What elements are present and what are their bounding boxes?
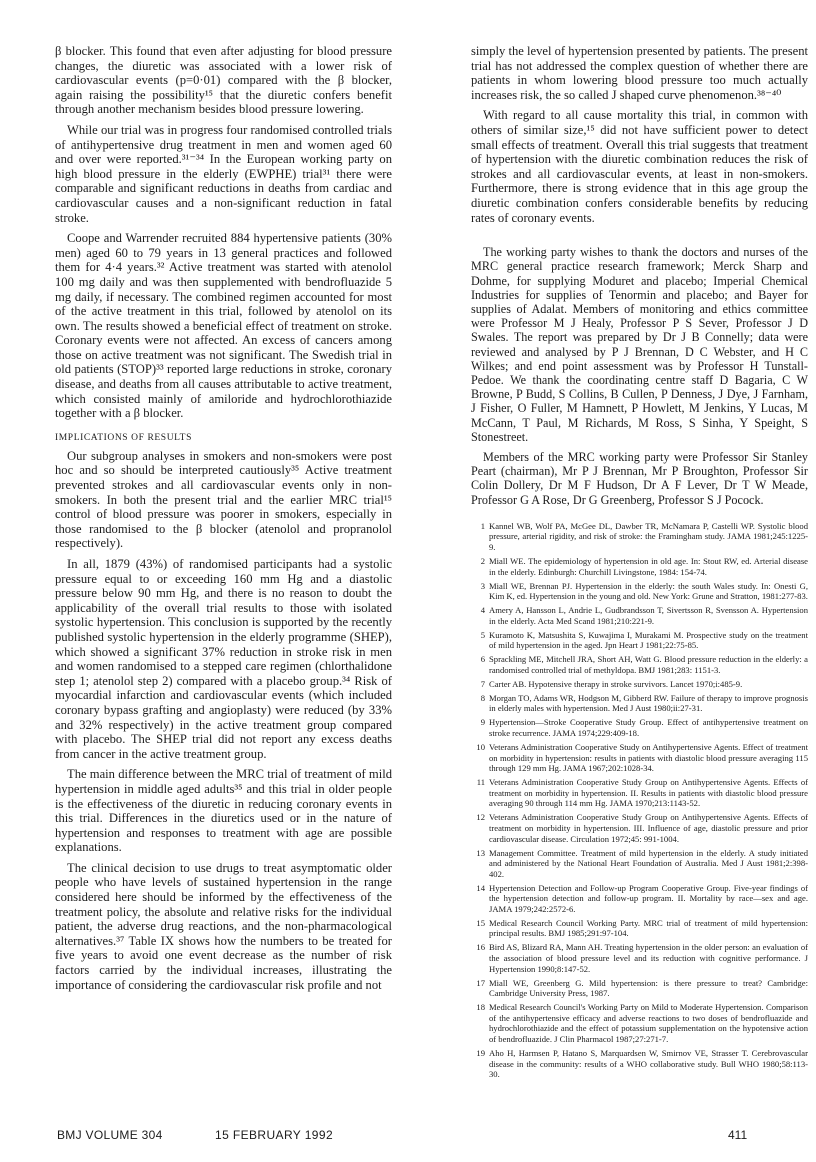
reference-item xyxy=(471,630,808,651)
section-heading: IMPLICATIONS OF RESULTS xyxy=(55,432,192,443)
reference-number: 16 xyxy=(476,942,485,953)
paragraph: Our subgroup analyses in smokers and non-smokers were post hoc and so should be interpreted cautiously³⁵ Active treatment prevented strokes and all cardiovascular events only in non-smokers. In both the present trial and the earlier MRC trial¹⁵ control of blood pressure was poorer in smokers, especially in those randomised to the β blocker (atenolol and propranolol respectively). xyxy=(55,448,392,551)
reference-number: 5 xyxy=(480,629,485,640)
page-number: 411 xyxy=(728,1128,748,1142)
reference-text: Kuramoto K, Matsushita S, Kuwajima I, Murakami M. Prospective study on the treatment of mild hypertension in the aged. Jpn Heart J 1981;22:75-85. xyxy=(489,629,808,651)
reference-text: Kannel WB, Wolf PA, McGee DL, Dawber TR, McNamara P, Castelli WP. Systolic blood pressure, arterial rigidity, and risk of stroke: the Framingham study. JAMA 1981;245:1225-9. xyxy=(489,520,808,552)
journal-volume: BMJ VOLUME 304 xyxy=(57,1128,163,1142)
reference-item xyxy=(471,717,808,738)
reference-number: 14 xyxy=(476,882,485,893)
paragraph: Coope and Warrender recruited 884 hypertensive patients (30% men) aged 60 to 79 years in 13 general practices and followed them for 4·4 years.³² Active treatment was started with atenolol 100 mg daily and was then supplemented with bendrofluazide 5 mg daily, if necessary. The combined regimen accounted for most of the active treatment in this trial, followed by atenolol on its own. The results showed a beneficial effect of treatment on stroke. Coronary events were not affected. An excess of cancers among those on active treatment was not significant. The Swedish trial in old patients (STOP)³³ reported large reductions in stroke, coronary disease, and deaths from all causes attributable to active treatment, which consisted mainly of amiloride and hydrochlorothiazide together with a β blocker. xyxy=(55,231,392,421)
reference-number: 15 xyxy=(476,917,485,928)
reference-number: 7 xyxy=(480,678,485,689)
reference-text: Hypertension—Stroke Cooperative Study Group. Effect of antihypertensive treatment on stroke recurrence. JAMA 1974;229:409-18. xyxy=(489,717,808,738)
issue-date: 15 FEBRUARY 1992 xyxy=(215,1128,334,1142)
reference-number: 19 xyxy=(476,1047,485,1058)
reference-text: Medical Research Council's Working Party on Mild to Moderate Hypertension. Comparison of the antihypertensive efficacy and adverse reactions to two doses of bendrofluazide and hydrochlorothiazide and the effect of potassium supplementation on the hypotensive action of bendrofluazide. J Clin Pharmacol 1987;27:271-7. xyxy=(489,1002,808,1044)
reference-number: 6 xyxy=(480,654,485,665)
reference-text: Sprackling ME, Mitchell JRA, Short AH, Watt G. Blood pressure reduction in the elderly: a randomised controlled trial of methyldopa. BMJ 1981;283: 1151-3. xyxy=(489,654,808,675)
reference-item xyxy=(471,581,808,602)
reference-text: Veterans Administration Cooperative Study Group on Antihypertensive Agents. Effects of treatment on morbidity in hypertension. II. Results in patients with diastolic blood pressure averaging 90 through 114 mm Hg. JAMA 1970;213:1143-52. xyxy=(489,777,808,809)
reference-item xyxy=(471,812,808,844)
reference-number: 18 xyxy=(476,1002,485,1013)
reference-text: Aho H, Harmsen P, Hatano S, Marquardsen W, Smirnov VE, Strasser T. Cerebrovascular disease in the community: results of a WHO collaborative study. Bull WHO 1980;58:113-30. xyxy=(489,1047,808,1080)
acknowledgement-paragraph: Members of the MRC working party were Professor Sir Stanley Peart (chairman), Mr P J Brennan, Mr P Broughton, Professor Sir Colin Dollery, Dr M F Hudson, Dr A F Lever, Dr T W Meade, Professor G A Rose, Dr G Greenberg, Professor S J Pocock. xyxy=(471,449,808,507)
reference-item xyxy=(471,1002,808,1044)
reference-number: 11 xyxy=(476,777,485,788)
reference-number: 17 xyxy=(476,977,485,988)
reference-list xyxy=(471,521,808,1080)
reference-number: 10 xyxy=(476,741,485,752)
reference-text: Veterans Administration Cooperative Study on Antihypertensive Agents. Effect of treatment on morbidity in hypertension: results in patients with diastolic blood pressure averaging 115 through 129 mm Hg. JAMA 1967;202:1028-34. xyxy=(489,741,808,774)
reference-item xyxy=(471,521,808,553)
paragraph: simply the level of hypertension presented by patients. The present trial has not addressed the complex question of whether there are patients in whom lowering blood pressure too much actually increases risk, the so called J shaped curve phenomenon.³⁸⁻⁴⁰ xyxy=(471,44,808,102)
reference-number: 8 xyxy=(480,692,485,703)
reference-text: Bird AS, Blizard RA, Mann AH. Treating hypertension in the older person: an evaluation of the association of blood pressure level and its reduction with cognitive performance. J Hypertension 1990;8:147-52. xyxy=(489,942,808,974)
reference-text: Miall WE. The epidemiology of hypertension in old age. In: Stout RW, ed. Arterial disease in the elderly. Edinburgh: Churchill Livingstone, 1984: 154-74. xyxy=(489,555,808,577)
reference-text: Carter AB. Hypotensive therapy in stroke survivors. Lancet 1970;i:485-9. xyxy=(489,678,743,689)
paragraph: With regard to all cause mortality this trial, in common with others of similar size,¹⁵ did not have sufficient power to detect small effects of treatment. Overall this trial suggests that treatment of hypertension with the diuretic combination reduces the risk of strokes and all cardiovascular events, at least in non-smokers. Furthermore, there is strong evidence that in this age group the diuretic combination confers considerable benefits by reducing rates of coronary events. xyxy=(471,108,808,225)
reference-number: 12 xyxy=(476,812,485,823)
reference-item xyxy=(471,556,808,577)
paragraph: In all, 1879 (43%) of randomised participants had a systolic pressure equal to or exceeding 160 mm Hg and a diastolic pressure below 90 mm Hg, and there is no reason to doubt the applicability of the overall trial results to those with isolated systolic hypertension. This conclusion is supported by the recently published systolic hypertension in the elderly programme (SHEP), which showed a significant 37% reduction in stroke risk in men and women randomised to a stepped care regimen (chlorthalidone step 1; atenolol step 2) compared with a placebo group.³⁴ Risk of myocardial infarction and cardiovascular events (which included coronary bypass grafting and angioplasty) were reduced (by 33% and 32% respectively) in the active treatment group compared with placebo. The SHEP trial did not report any excess deaths from cancer in the active treatment group. xyxy=(55,557,392,761)
reference-number: 4 xyxy=(480,605,485,616)
reference-text: Amery A, Hansson L, Andrie L, Gudbrandsson T, Sivertsson R, Svensson A. Hypertension in the elderly. Acta Med Scand 1981;210:221-9. xyxy=(489,605,808,626)
reference-item xyxy=(471,848,808,880)
reference-text: Hypertension Detection and Follow-up Program Cooperative Group. Five-year findings of the hypertension detection and follow-up program. II. Mortality by race—sex and age. JAMA 1979;242:2572-6. xyxy=(489,882,808,914)
reference-item xyxy=(471,1048,808,1080)
right-column xyxy=(471,44,808,1083)
reference-number: 1 xyxy=(480,520,485,531)
reference-number: 3 xyxy=(480,580,485,591)
reference-item xyxy=(471,978,808,999)
reference-item xyxy=(471,883,808,915)
paragraph: The clinical decision to use drugs to treat asymptomatic older people who have levels of sustained hypertension in the range considered here should be informed by the effectiveness of the treatment policy, the absolute and relative risks for the individual patient, the adverse drug reactions, and the non-pharmacological alternatives.³⁷ Table IX shows how the numbers to be treated for five years to avoid one event decrease as the number of risk factors carried by the individual increases, illustrating the importance of considering the cardiovascular risk profile and not xyxy=(55,860,392,992)
paragraph: β blocker. This found that even after adjusting for blood pressure changes, the diuretic was associated with a lower risk of cardiovascular events (p=0·01) compared with the β blocker, again raising the possibility¹⁵ that the diuretic confers benefit through another mechanism besides blood pressure lowering. xyxy=(55,44,392,117)
reference-number: 9 xyxy=(480,717,485,728)
reference-item xyxy=(471,605,808,626)
reference-text: Morgan TO, Adams WR, Hodgson M, Gibberd RW. Failure of therapy to improve prognosis in elderly males with hypertension. Med J Aust 1980;ii:27-31. xyxy=(489,692,808,714)
reference-number: 2 xyxy=(480,555,485,566)
reference-text: Medical Research Council Working Party. MRC trial of treatment of mild hypertension: principal results. BMJ 1985;291:97-104. xyxy=(489,917,808,939)
left-column xyxy=(55,44,392,998)
reference-text: Miall WE, Brennan PJ. Hypertension in the elderly: the south Wales study. In: Onesti G, Kim K, ed. Hypertension in the young and old. New York: Grune and Stratton, 1981:277-83. xyxy=(489,580,808,602)
reference-text: Veterans Administration Cooperative Study Group on Antihypertensive Agents. Effects of treatment on morbidity in hypertension. III. Influence of age, diastolic pressure and prior cardiovascular disease. Circulation 1972;45: 991-1004. xyxy=(489,812,808,844)
reference-number: 13 xyxy=(476,847,485,858)
reference-item xyxy=(471,654,808,675)
reference-item xyxy=(471,693,808,714)
acknowledgement-paragraph: The working party wishes to thank the doctors and nurses of the MRC general practice research framework; Merck Sharp and Dohme, for supplying Moduret and placebo; Imperial Chemical Industries for supplies of Tenormin and placebo; and Bayer for supplies of Adalat. Members of monitoring and ethics committee were Professor M J Healy, Professor P S Sever, Professor J D Swales. The report was prepared by Dr J B Connelly; data were reviewed and analysed by P J Brennan, D C Webster, and H C Wilkes; and end point assessment was by Professor H Tunstall-Pedoe. We thank the coordinating centre staff D Bagaria, C W Browne, P Budd, S Collins, B Cullen, P Denness, J Dye, J Farnham, J Fisher, O Fuller, M Hamnett, P Howlett, M Jenkins, Y Lucas, M McCann, T Paul, M Richards, M Ross, S Sinha, Y Speight, S Stonestreet. xyxy=(471,245,808,444)
acknowledgements xyxy=(471,245,808,507)
reference-item xyxy=(471,679,808,690)
paragraph: The main difference between the MRC trial of treatment of mild hypertension in middle aged adults³⁵ and this trial in older people is the effectiveness of the diuretic in reducing coronary events in this trial. Differences in the diuretics used or in the nature of hypertension and responses to treatment with age are possible explanations. xyxy=(55,767,392,855)
reference-item xyxy=(471,742,808,774)
reference-item xyxy=(471,918,808,939)
reference-text: Miall WE, Greenberg G. Mild hypertension: is there pressure to treat? Cambridge: Cambridge University Press, 1987. xyxy=(489,977,808,999)
reference-item xyxy=(471,942,808,974)
reference-text: Management Committee. Treatment of mild hypertension in the elderly. A study initiated and administered by the National Heart Foundation of Australia. Med J Aust 1981;2:398-402. xyxy=(489,847,808,879)
paragraph: While our trial was in progress four randomised controlled trials of antihypertensive drug treatment in men and women aged 60 and over were reported.³¹⁻³⁴ In the European working party on high blood pressure in the elderly (EWPHE) trial³¹ there were comparable and significant reductions in deaths from cardiac and cardiovascular causes and a non-significant reduction in fatal stroke. xyxy=(55,122,392,225)
spacer xyxy=(471,231,808,245)
reference-item xyxy=(471,777,808,809)
